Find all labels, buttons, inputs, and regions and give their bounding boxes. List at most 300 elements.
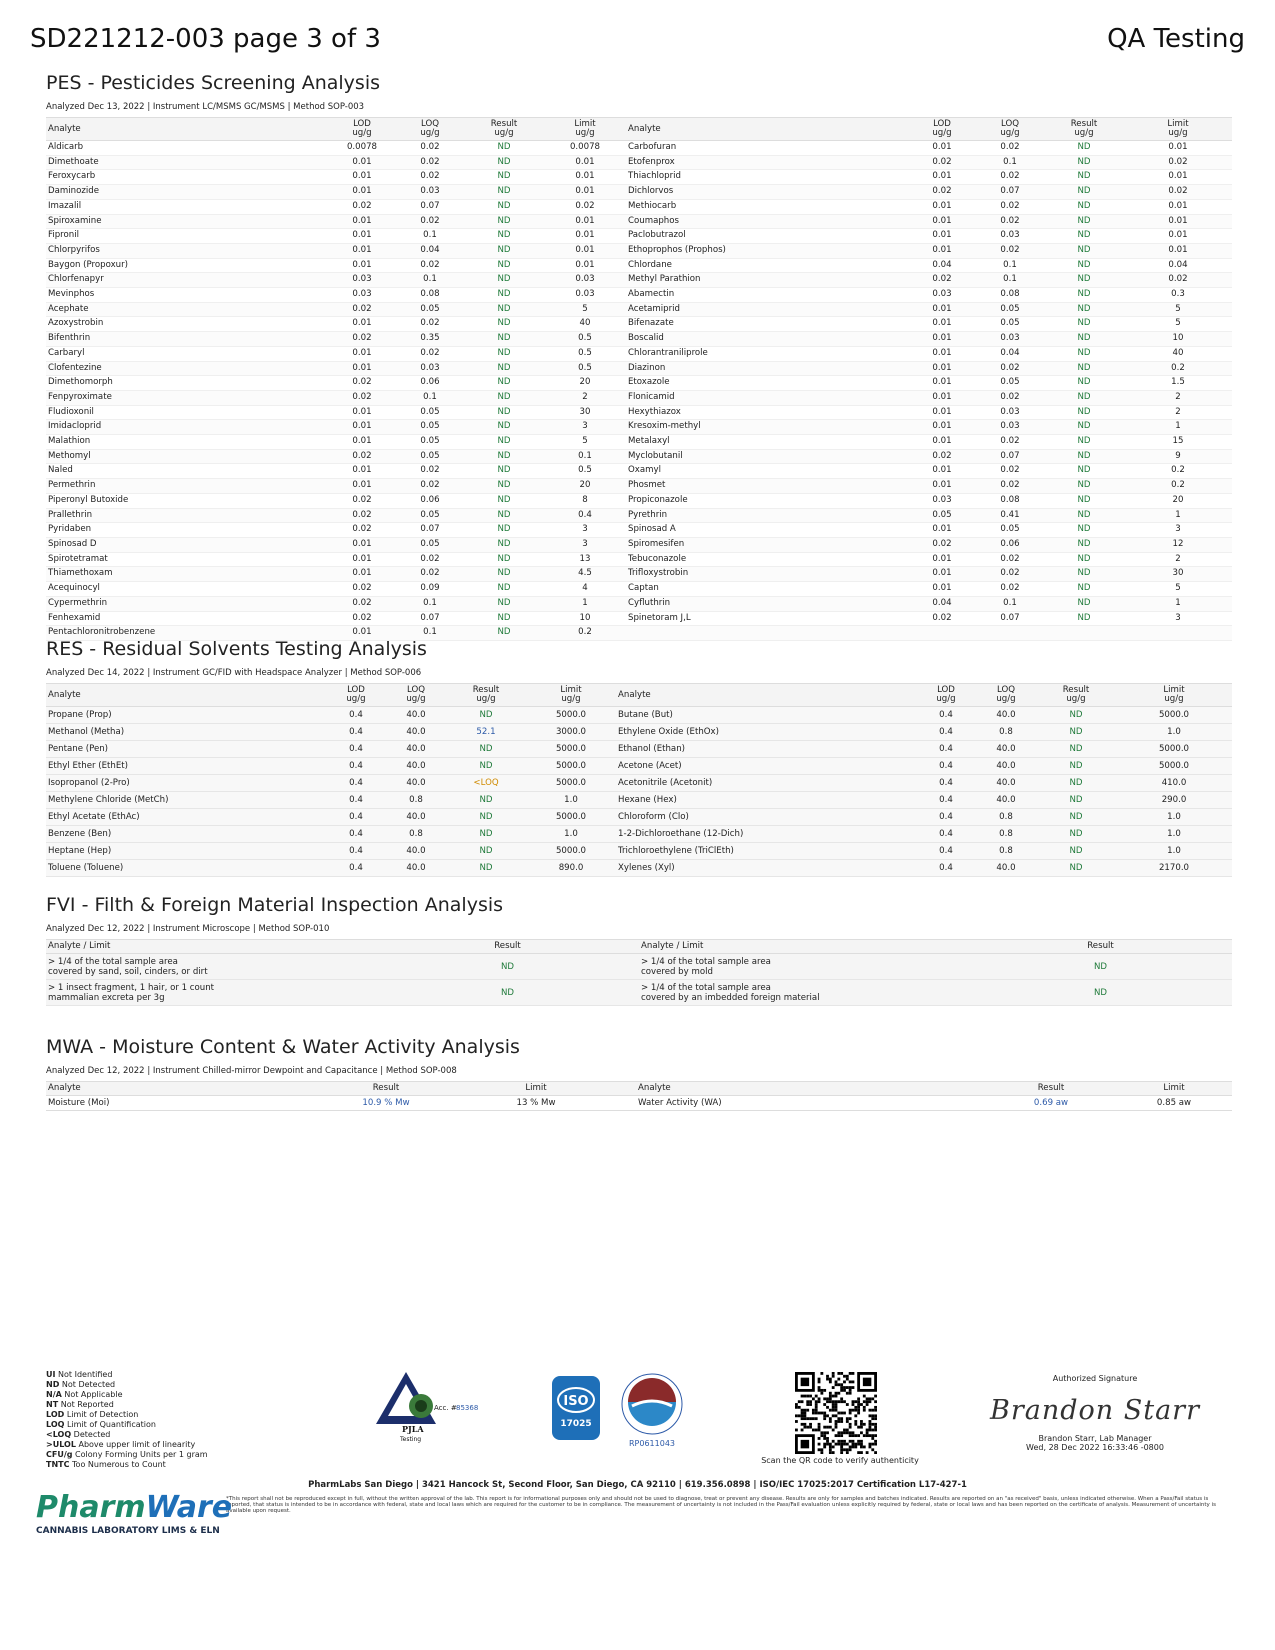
- analyte-name: Ethyl Acetate (EthAc): [46, 809, 326, 826]
- analyte-name: 1-2-Dichloroethane (12-Dich): [616, 826, 916, 843]
- result-value: ND: [464, 141, 544, 156]
- column-header: Limit ug/g: [526, 684, 616, 707]
- result-value: ND: [464, 258, 544, 273]
- analyte-name: Spiroxamine: [46, 214, 328, 229]
- analyte-name: Toluene (Toluene): [46, 860, 326, 877]
- table-row: [46, 288, 1232, 303]
- value-cell: 40: [544, 317, 626, 332]
- analyte-name: Etoxazole: [626, 376, 908, 391]
- value-cell: 0.02: [908, 273, 976, 288]
- value-cell: 0.4: [544, 508, 626, 523]
- analyte-name: Chlordane: [626, 258, 908, 273]
- analyte-name: Heptane (Hep): [46, 843, 326, 860]
- result-value: ND: [446, 741, 526, 758]
- analyte-name: Hexythiazox: [626, 405, 908, 420]
- value-cell: 0.4: [916, 843, 976, 860]
- dea-logo: [618, 1372, 688, 1452]
- value-cell: 0.09: [396, 582, 464, 597]
- value-cell: 0.05: [396, 508, 464, 523]
- table-row: [46, 552, 1232, 567]
- analyte-name: Carbaryl: [46, 346, 328, 361]
- analyte-name: Hexane (Hex): [616, 792, 916, 809]
- result-value: ND: [1044, 449, 1124, 464]
- value-cell: 0.02: [908, 185, 976, 200]
- value-cell: 0.1: [396, 229, 464, 244]
- section-title: FVI - Filth & Foreign Material Inspection Analysis: [46, 894, 504, 916]
- pesticides-table: [46, 117, 1232, 641]
- value-cell: 0.03: [544, 288, 626, 303]
- result-value: ND: [1044, 567, 1124, 582]
- value-cell: 0.02: [328, 582, 396, 597]
- table-row: [46, 229, 1232, 244]
- value-cell: 0.03: [396, 185, 464, 200]
- result-value: ND: [1044, 141, 1124, 156]
- column-header: Limit ug/g: [1116, 684, 1232, 707]
- pharmware-logo: PharmWare CANNABIS LABORATORY LIMS & ELN: [36, 1490, 233, 1536]
- analyte-name: Methomyl: [46, 449, 328, 464]
- result-value: ND: [1044, 229, 1124, 244]
- value-cell: 0.02: [328, 449, 396, 464]
- value-cell: 0.8: [976, 843, 1036, 860]
- svg-text:Acc. #: Acc. #: [434, 1404, 457, 1412]
- value-cell: 5: [1124, 582, 1232, 597]
- value-cell: 40.0: [976, 792, 1036, 809]
- value-cell: 5000.0: [1116, 707, 1232, 724]
- result-value: ND: [1044, 273, 1124, 288]
- result-value: ND: [464, 376, 544, 391]
- value-cell: 0.01: [908, 229, 976, 244]
- value-cell: 0.01: [1124, 199, 1232, 214]
- value-cell: 5000.0: [526, 809, 616, 826]
- result-value: ND: [1044, 390, 1124, 405]
- table-row: [46, 809, 1232, 826]
- value-cell: 0.5: [544, 361, 626, 376]
- analyte-name: Benzene (Ben): [46, 826, 326, 843]
- table-row: [46, 826, 1232, 843]
- table-header: [46, 684, 1232, 707]
- pjla-logo: [376, 1372, 496, 1448]
- result-value: ND: [1036, 741, 1116, 758]
- value-cell: 0.01: [908, 464, 976, 479]
- section-meta: Analyzed Dec 12, 2022 | Instrument Chilled-mirror Dewpoint and Capacitance | Method SOP-008: [46, 1066, 457, 1076]
- analyte-name: Piperonyl Butoxide: [46, 493, 328, 508]
- table-row: [46, 332, 1232, 347]
- result-value: ND: [464, 493, 544, 508]
- table-row: [46, 435, 1232, 450]
- value-cell: 0.01: [544, 155, 626, 170]
- value-cell: 12: [1124, 537, 1232, 552]
- value-cell: 0.01: [908, 346, 976, 361]
- table-row: [46, 346, 1232, 361]
- analyte-name: Acequinocyl: [46, 582, 328, 597]
- column-header: LOQ ug/g: [976, 118, 1044, 141]
- value-cell: 0.02: [396, 141, 464, 156]
- value-cell: 0.4: [916, 860, 976, 877]
- value-cell: 0.02: [328, 390, 396, 405]
- section-meta: Analyzed Dec 12, 2022 | Instrument Microscope | Method SOP-010: [46, 924, 330, 934]
- value-cell: 0.04: [908, 596, 976, 611]
- verification-qr-code[interactable]: [795, 1372, 877, 1458]
- analyte-name: Acetamiprid: [626, 302, 908, 317]
- analyte-name: Mevinphos: [46, 288, 328, 303]
- analyte-name: Daminozide: [46, 185, 328, 200]
- value-cell: 0.8: [386, 792, 446, 809]
- value-cell: 3: [1124, 523, 1232, 538]
- result-value: ND: [376, 980, 639, 1006]
- analyte-limit: > 1 insect fragment, 1 hair, or 1 count mammalian excreta per 3g: [46, 980, 376, 1006]
- result-value: ND: [1036, 826, 1116, 843]
- analyte-name: Spinosad D: [46, 537, 328, 552]
- value-cell: 0.02: [976, 390, 1044, 405]
- value-cell: 0.01: [328, 567, 396, 582]
- value-cell: 290.0: [1116, 792, 1232, 809]
- value-cell: 0.02: [1124, 185, 1232, 200]
- legend-item: <LOQ Detected: [46, 1430, 111, 1439]
- value-cell: 0.05: [396, 449, 464, 464]
- value-cell: 10: [544, 611, 626, 626]
- value-cell: 40.0: [386, 724, 446, 741]
- value-cell: 0.5: [544, 346, 626, 361]
- column-header: Result ug/g: [446, 684, 526, 707]
- value-cell: 40.0: [976, 775, 1036, 792]
- value-cell: 0.02: [396, 346, 464, 361]
- analyte-name: Fenhexamid: [46, 611, 328, 626]
- value-cell: 20: [544, 479, 626, 494]
- analyte-name: Baygon (Propoxur): [46, 258, 328, 273]
- table-row: [46, 980, 1232, 1006]
- result-value: ND: [464, 552, 544, 567]
- analyte-name: Phosmet: [626, 479, 908, 494]
- result-value: ND: [1044, 258, 1124, 273]
- result-value: ND: [1044, 185, 1124, 200]
- value-cell: 0.02: [396, 567, 464, 582]
- analyte-name: Naled: [46, 464, 328, 479]
- value-cell: 13: [544, 552, 626, 567]
- table-row: [46, 707, 1232, 724]
- value-cell: 0.2: [1124, 479, 1232, 494]
- value-cell: 0.2: [1124, 464, 1232, 479]
- signature-block: [980, 1374, 1210, 1452]
- value-cell: 0.07: [396, 523, 464, 538]
- table-row: [46, 390, 1232, 405]
- table-row: [46, 523, 1232, 538]
- result-value: ND: [1044, 479, 1124, 494]
- result-value: ND: [1044, 508, 1124, 523]
- value-cell: 0.01: [908, 405, 976, 420]
- result-value: ND: [969, 954, 1232, 980]
- value-cell: 0.1: [976, 273, 1044, 288]
- value-cell: 0.5: [544, 464, 626, 479]
- legend-item: LOQ Limit of Quantification: [46, 1420, 156, 1429]
- value-cell: 5000.0: [526, 775, 616, 792]
- result-value: ND: [464, 155, 544, 170]
- result-value: ND: [464, 229, 544, 244]
- analyte-name: Captan: [626, 582, 908, 597]
- analyte-name: Imidacloprid: [46, 420, 328, 435]
- res-section: [46, 638, 1232, 877]
- analyte-limit: > 1/4 of the total sample area covered by mold: [639, 954, 969, 980]
- value-cell: 0.02: [976, 141, 1044, 156]
- value-cell: 3: [1124, 611, 1232, 626]
- value-cell: 0.05: [396, 302, 464, 317]
- lab-address: PharmLabs San Diego | 3421 Hancock St, Second Floor, San Diego, CA 92110 | 619.356.0898 | ISO/IEC 17025:2017 Certification L17-427-1: [308, 1480, 967, 1490]
- value-cell: 40.0: [386, 860, 446, 877]
- legend-item: NT Not Reported: [46, 1400, 114, 1409]
- table-row: [46, 199, 1232, 214]
- result-value: ND: [464, 243, 544, 258]
- value-cell: 0.02: [396, 170, 464, 185]
- value-cell: 0.02: [1124, 155, 1232, 170]
- value-cell: 0.08: [976, 493, 1044, 508]
- value-cell: 0.03: [396, 361, 464, 376]
- result-value: ND: [1044, 317, 1124, 332]
- table-row: [46, 792, 1232, 809]
- table-header: Analyte Result Limit Analyte Result Limit: [46, 1082, 1232, 1096]
- analyte-name: Permethrin: [46, 479, 328, 494]
- value-cell: 2: [1124, 390, 1232, 405]
- abbreviation-legend: [46, 1370, 208, 1470]
- table-row: [46, 420, 1232, 435]
- svg-text:RP0611043: RP0611043: [628, 1439, 676, 1448]
- value-cell: 0.4: [916, 741, 976, 758]
- result-value: ND: [1036, 707, 1116, 724]
- value-cell: 0.8: [386, 826, 446, 843]
- value-cell: 0.4: [326, 826, 386, 843]
- value-cell: 0.01: [908, 243, 976, 258]
- column-header: Limit ug/g: [544, 118, 626, 141]
- result-value: 52.1: [446, 724, 526, 741]
- result-value: ND: [464, 626, 544, 641]
- result-value: ND: [1044, 435, 1124, 450]
- analyte-name: Acetonitrile (Acetonit): [616, 775, 916, 792]
- value-cell: 0.01: [1124, 170, 1232, 185]
- result-value: ND: [1036, 724, 1116, 741]
- table-row: [46, 775, 1232, 792]
- value-cell: 5: [1124, 317, 1232, 332]
- analyte-name: Xylenes (Xyl): [616, 860, 916, 877]
- value-cell: 0.02: [396, 552, 464, 567]
- value-cell: 0.02: [908, 449, 976, 464]
- solvents-table: [46, 683, 1232, 877]
- value-cell: 4: [544, 582, 626, 597]
- analyte-name: Bifenthrin: [46, 332, 328, 347]
- value-cell: 5000.0: [526, 758, 616, 775]
- value-cell: 0.0078: [328, 141, 396, 156]
- value-cell: 40.0: [386, 809, 446, 826]
- result-value: ND: [1044, 376, 1124, 391]
- value-cell: 0.01: [328, 185, 396, 200]
- analyte-name: Tebuconazole: [626, 552, 908, 567]
- value-cell: 0.4: [326, 741, 386, 758]
- analyte-name: Aldicarb: [46, 141, 328, 156]
- value-cell: 1: [1124, 596, 1232, 611]
- value-cell: 0.4: [916, 826, 976, 843]
- value-cell: 0.4: [916, 707, 976, 724]
- value-cell: 410.0: [1116, 775, 1232, 792]
- table-row: [46, 582, 1232, 597]
- result-value: ND: [464, 332, 544, 347]
- value-cell: 0.01: [908, 317, 976, 332]
- value-cell: 5000.0: [526, 843, 616, 860]
- value-cell: 0.06: [396, 493, 464, 508]
- value-cell: 8: [544, 493, 626, 508]
- value-cell: 0.06: [976, 537, 1044, 552]
- value-cell: 0.03: [976, 229, 1044, 244]
- analyte-name: Coumaphos: [626, 214, 908, 229]
- result-value: ND: [446, 826, 526, 843]
- analyte-name: Cyfluthrin: [626, 596, 908, 611]
- value-cell: 40.0: [386, 775, 446, 792]
- analyte-name: Fludioxonil: [46, 405, 328, 420]
- filth-table: [46, 939, 1232, 1006]
- table-row: [46, 302, 1232, 317]
- column-header: Analyte: [626, 118, 908, 141]
- value-cell: 0.01: [328, 258, 396, 273]
- value-cell: 890.0: [526, 860, 616, 877]
- value-cell: 0.01: [908, 141, 976, 156]
- value-cell: 0.01: [328, 479, 396, 494]
- value-cell: 0.02: [976, 464, 1044, 479]
- analyte-name: Kresoxim-methyl: [626, 420, 908, 435]
- value-cell: 0.02: [976, 567, 1044, 582]
- value-cell: 0.4: [326, 809, 386, 826]
- analyte-limit: > 1/4 of the total sample area covered by an imbedded foreign material: [639, 980, 969, 1006]
- analyte-name: Prallethrin: [46, 508, 328, 523]
- svg-text:PJLA: PJLA: [402, 1424, 424, 1434]
- value-cell: 0.05: [976, 302, 1044, 317]
- analyte-name: Ethoprophos (Prophos): [626, 243, 908, 258]
- legend-item: ND Not Detected: [46, 1380, 116, 1389]
- column-header: LOD ug/g: [326, 684, 386, 707]
- result-value: ND: [464, 420, 544, 435]
- value-cell: 5000.0: [526, 707, 616, 724]
- value-cell: 0.04: [976, 346, 1044, 361]
- value-cell: 0.08: [396, 288, 464, 303]
- analyte-name: Spinosad A: [626, 523, 908, 538]
- analyte-name: Methylene Chloride (MetCh): [46, 792, 326, 809]
- value-cell: 0.01: [544, 243, 626, 258]
- value-cell: 0.07: [976, 611, 1044, 626]
- value-cell: 0.04: [1124, 258, 1232, 273]
- analyte-name: Ethylene Oxide (EthOx): [616, 724, 916, 741]
- value-cell: 40: [1124, 346, 1232, 361]
- result-value: ND: [376, 954, 639, 980]
- value-cell: 1: [544, 596, 626, 611]
- analyte-name: Dimethoate: [46, 155, 328, 170]
- analyte-name: Abamectin: [626, 288, 908, 303]
- value-cell: 0.02: [328, 493, 396, 508]
- analyte-name: Etofenprox: [626, 155, 908, 170]
- value-cell: 0.01: [328, 435, 396, 450]
- value-cell: 0.02: [328, 376, 396, 391]
- value-cell: 0.01: [908, 567, 976, 582]
- result-value: ND: [464, 582, 544, 597]
- value-cell: 0.1: [976, 596, 1044, 611]
- value-cell: 1.0: [1116, 724, 1232, 741]
- value-cell: 0.05: [976, 317, 1044, 332]
- moisture-table: [46, 1081, 1232, 1111]
- analyte-name: Chlorantraniliprole: [626, 346, 908, 361]
- value-cell: 0.02: [976, 435, 1044, 450]
- analyte-name: Chloroform (Clo): [616, 809, 916, 826]
- table-row: [46, 596, 1232, 611]
- column-header: Result ug/g: [1044, 118, 1124, 141]
- analyte-name: Butane (But): [616, 707, 916, 724]
- value-cell: 0.2: [1124, 361, 1232, 376]
- result-value: ND: [464, 596, 544, 611]
- result-value: ND: [1044, 405, 1124, 420]
- analyte-name: Pyrethrin: [626, 508, 908, 523]
- value-cell: 0.8: [976, 724, 1036, 741]
- value-cell: 40.0: [976, 758, 1036, 775]
- value-cell: 0.03: [544, 273, 626, 288]
- value-cell: 0.02: [908, 537, 976, 552]
- value-cell: 9: [1124, 449, 1232, 464]
- analyte-name: Flonicamid: [626, 390, 908, 405]
- value-cell: 0.3: [1124, 288, 1232, 303]
- value-cell: 0.4: [916, 758, 976, 775]
- column-header: Result ug/g: [1036, 684, 1116, 707]
- value-cell: 0.01: [908, 479, 976, 494]
- value-cell: 0.01: [328, 346, 396, 361]
- analyte-name: Spinetoram J,L: [626, 611, 908, 626]
- analyte-name: Pentachloronitrobenzene: [46, 626, 328, 641]
- analyte-name: Metalaxyl: [626, 435, 908, 450]
- value-cell: 0.4: [326, 843, 386, 860]
- analyte-name: Dimethomorph: [46, 376, 328, 391]
- value-cell: 2170.0: [1116, 860, 1232, 877]
- legend-item: TNTC Too Numerous to Count: [46, 1460, 166, 1469]
- value-cell: 0.02: [976, 199, 1044, 214]
- value-cell: 5000.0: [526, 741, 616, 758]
- value-cell: 0.03: [976, 420, 1044, 435]
- result-value: ND: [1044, 537, 1124, 552]
- analyte-name: Thiachloprid: [626, 170, 908, 185]
- analyte-name: Chlorfenapyr: [46, 273, 328, 288]
- value-cell: 2: [1124, 405, 1232, 420]
- value-cell: 0.01: [908, 170, 976, 185]
- result-value: ND: [464, 479, 544, 494]
- result-value: ND: [1036, 860, 1116, 877]
- result-value: ND: [464, 288, 544, 303]
- column-header: Analyte: [46, 118, 328, 141]
- value-cell: 40.0: [976, 860, 1036, 877]
- value-cell: 1.0: [526, 792, 616, 809]
- value-cell: 0.01: [908, 361, 976, 376]
- iso-17025-logo: [552, 1376, 600, 1444]
- value-cell: 0.01: [908, 523, 976, 538]
- value-cell: 0.4: [916, 809, 976, 826]
- value-cell: 0.03: [908, 493, 976, 508]
- result-value: ND: [1044, 346, 1124, 361]
- analyte-name: Paclobutrazol: [626, 229, 908, 244]
- result-value: ND: [464, 405, 544, 420]
- result-value: ND: [464, 302, 544, 317]
- value-cell: 1: [1124, 420, 1232, 435]
- value-cell: 0.05: [396, 435, 464, 450]
- value-cell: 0.01: [908, 435, 976, 450]
- table-row: [46, 508, 1232, 523]
- value-cell: 1.0: [526, 826, 616, 843]
- analyte-name: Propiconazole: [626, 493, 908, 508]
- result-value: ND: [464, 346, 544, 361]
- value-cell: 5000.0: [1116, 758, 1232, 775]
- result-value: ND: [464, 508, 544, 523]
- result-value: ND: [446, 707, 526, 724]
- analyte-name: Ethyl Ether (EthEt): [46, 758, 326, 775]
- column-header: Analyte: [46, 684, 326, 707]
- value-cell: 0.01: [544, 229, 626, 244]
